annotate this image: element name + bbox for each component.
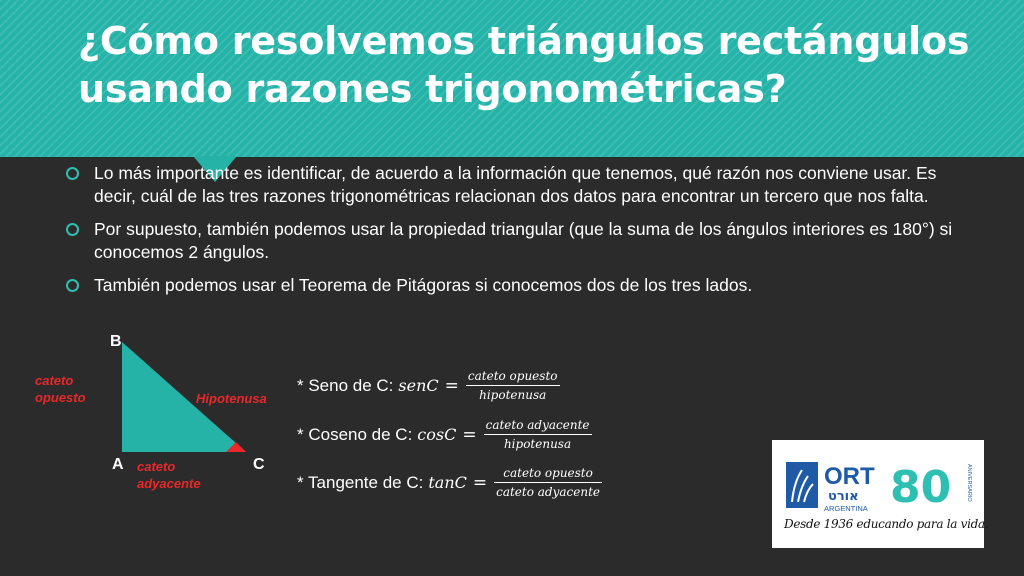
formula-label: * Tangente de C: [297,472,424,492]
formula-equals: = [462,424,477,445]
logo-hebrew: אורט [828,489,859,504]
fraction-bar [494,482,602,483]
formula-function: cosC [417,425,457,444]
bullet-text: Lo más importante es identificar, de acuerdo a la información que tenemos, qué razón nos conviene usar. Es decir, cuál de las tres razones trigonométricas relacionan dos datos para encontrar un tercero que nos falta. [94,163,937,206]
bullet-item [66,162,966,208]
formula-coseno [297,417,592,452]
formula-fraction [466,368,560,403]
logo-country: ARGENTINA [824,504,868,513]
ort-logo-graphic [772,440,989,548]
cateto-opuesto-label: cateto opuesto [35,373,86,405]
fraction-denominator: hipotenusa [503,437,572,451]
logo-brand: ORT [824,463,875,490]
fraction-numerator: cateto opuesto [467,369,558,383]
circle-bullet-icon [66,223,79,236]
ort-logo [772,440,989,548]
formula-seno [297,368,560,403]
hipotenusa-label: Hipotenusa [196,391,267,406]
slide-title: ¿Cómo resolvemos triángulos rectángulos usando razones trigonométricas? [78,19,970,111]
formula-function: senC [398,376,439,395]
bullet-text: Por supuesto, también podemos usar la propiedad triangular (que la suma de los ángulos interiores es 180°) si conocemos 2 ángulos. [94,219,953,262]
formula-label: * Coseno de C: [297,424,413,444]
bullet-list [66,162,966,307]
anniversary-word: ANIVERSARIO [966,464,972,502]
bullet-item [66,274,966,297]
fraction-numerator: cateto opuesto [503,466,593,480]
formula-equals: = [472,472,488,493]
vertex-b-label: B [110,333,122,350]
vertex-a-label: A [112,456,124,473]
fraction-bar [466,385,560,386]
fraction-bar [484,434,592,435]
fraction-numerator: cateto adyacente [485,418,590,432]
bullet-item [66,218,966,264]
vertex-c-label: C [253,456,265,473]
formula-fraction [484,417,592,452]
formula-fraction [494,465,602,500]
fraction-denominator: hipotenusa [479,388,547,402]
circle-bullet-icon [66,279,79,292]
circle-bullet-icon [66,167,79,180]
formula-equals: = [444,375,459,396]
bullet-text: También podemos usar el Teorema de Pitágoras si conocemos dos de los tres lados. [94,275,753,295]
anniversary-80: 80 [890,462,952,513]
formula-label: * Seno de C: [297,375,394,395]
logo-tagline: Desde 1936 educando para la vida. [784,517,989,531]
fraction-denominator: cateto adyacente [496,485,601,499]
formula-function: tanC [428,473,467,492]
cateto-adyacente-label: cateto adyacente [137,459,201,491]
formula-tangente [297,465,602,500]
